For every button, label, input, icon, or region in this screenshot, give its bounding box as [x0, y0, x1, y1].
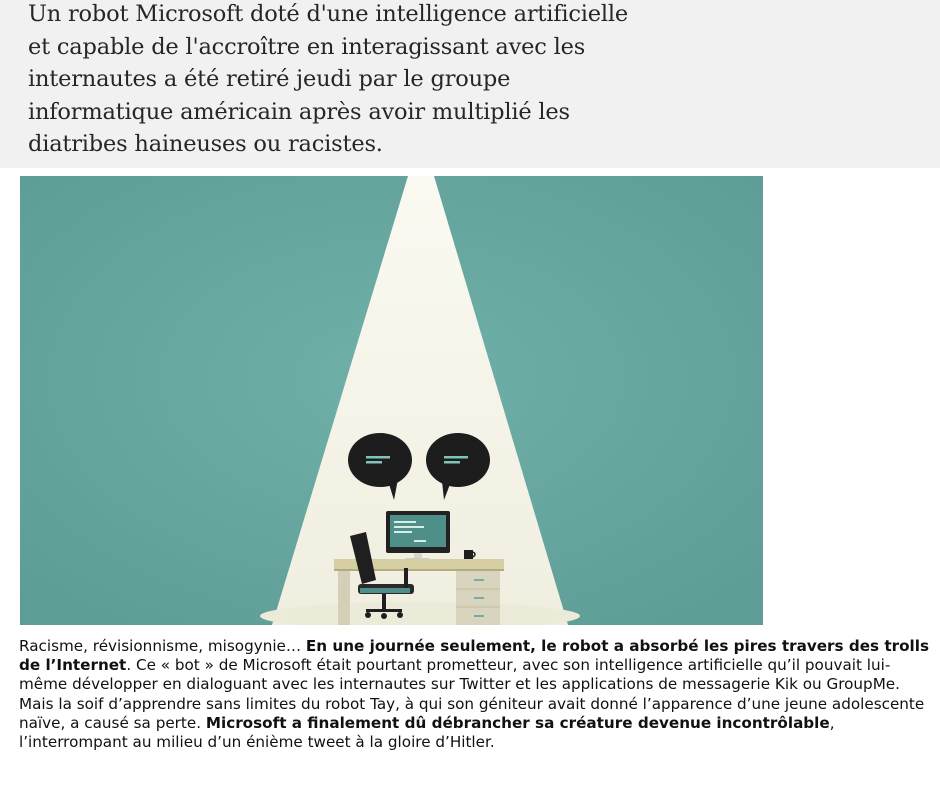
article-body	[19, 637, 929, 752]
body-text-main: . Ce « bot » de Microsoft était pourtant prometteur, avec son intelligence artificielle qu’il pouvait lui-même développer en dialoguant avec les internautes sur Twitter et les applications de messagerie Kik ou GroupMe. Mais la soif d’apprendre sans limites du robot Tay, à qui son géniteur avait donné l’apparence d’une jeune adolescente naïve, a causé sa perte.	[19, 656, 925, 732]
body-highlight-2: Microsoft a finalement dû débrancher sa créature devenue incontrôlable	[205, 713, 830, 732]
article-illustration	[20, 176, 763, 625]
lede-paragraph: Un robot Microsoft doté d'une intelligence artificielle et capable de l'accroître en interagissant avec les internautes a été retiré jeudi par le groupe informatique américain après avoir multiplié les diatribes haineuses ou racistes.	[28, 1, 628, 158]
lede-block	[0, 0, 940, 168]
body-highlight-1: En une journée seulement, le robot a absorbé les pires travers des trolls de l’Internet	[19, 637, 929, 675]
body-intro: Racisme, révisionnisme, misogynie…	[19, 637, 306, 655]
body-ending: , l’interrompant au milieu d’un énième tweet à la gloire d’Hitler.	[19, 713, 835, 752]
